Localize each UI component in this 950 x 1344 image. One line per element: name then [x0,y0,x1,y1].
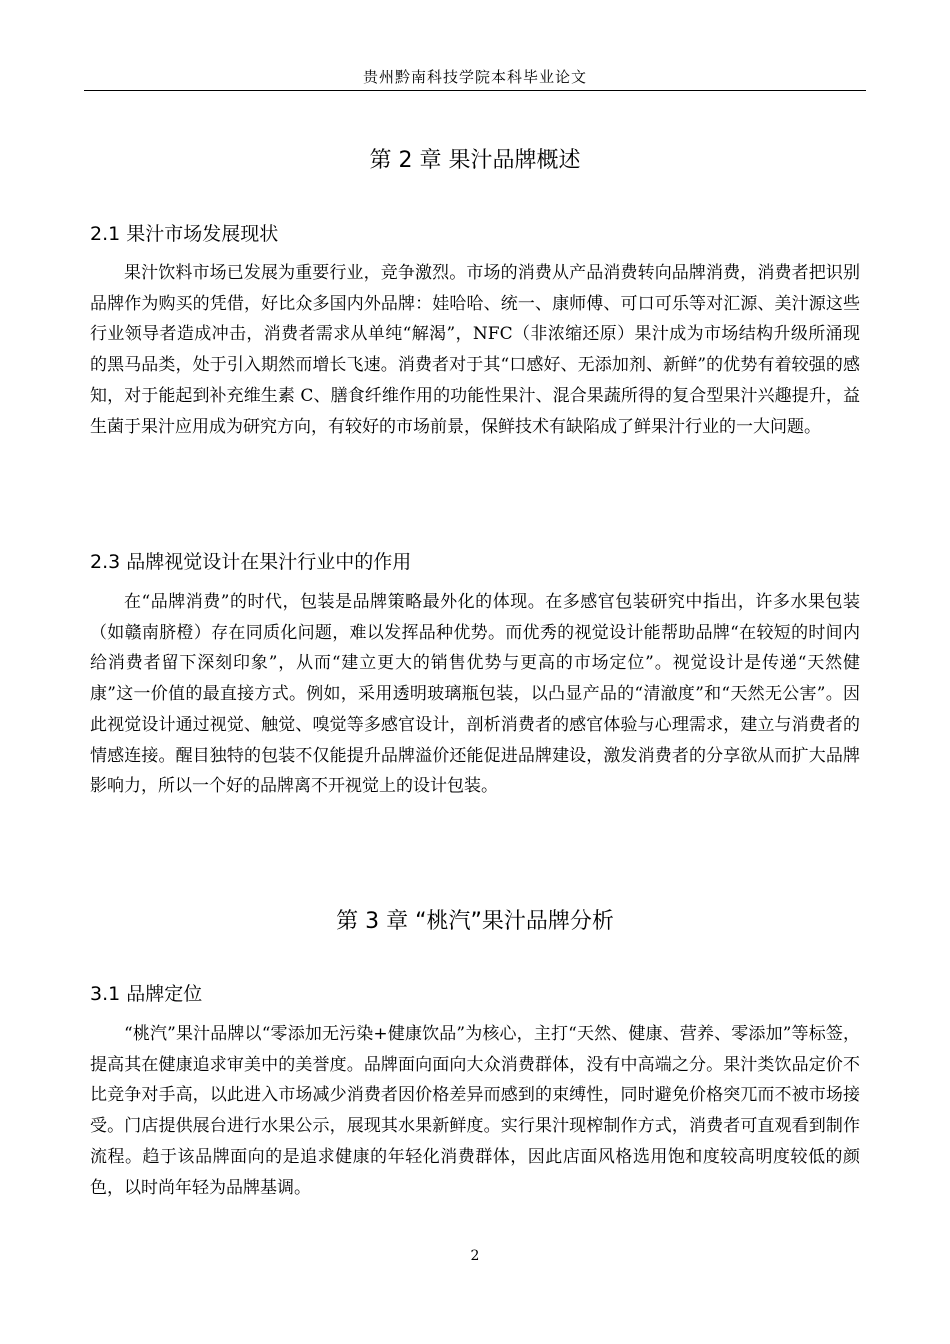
section-2-1-paragraph: 果汁饮料市场已发展为重要行业，竞争激烈。市场的消费从产品消费转向品牌消费，消费者把识别品牌作为购买的凭借，好比众多国内外品牌：娃哈哈、统一、康师傅、可口可乐等对汇源、美汁源这些行业领导者造成冲击，消费者需求从单纯“解渴”，NFC（非浓缩还原）果汁成为市场结构升级所涌现的黑马品类，处于引入期然而增长飞速。消费者对于其“口感好、无添加剂、新鲜”的优势有着较强的感知，对于能起到补充维生素 C、膳食纤维作用的功能性果汁、混合果蔬所得的复合型果汁兴趣提升，益生菌于果汁应用成为研究方向，有较好的市场前景，保鲜技术有缺陷成了鲜果汁行业的一大问题。 [90,263,860,437]
section-2-1-title: 2.1 果汁市场发展现状 [90,223,279,245]
section-2-3-title: 2.3 品牌视觉设计在果汁行业中的作用 [90,551,412,573]
chapter-2-title: 第 2 章 果汁品牌概述 [369,148,581,173]
section-3-1-paragraph: “桃汽”果汁品牌以“零添加无污染+健康饮品”为核心，主打“天然、健康、营养、零添加”等标签，提高其在健康追求审美中的美誉度。品牌面向面向大众消费群体，没有中高端之分。果汁类饮品定价不比竞争对手高，以此进入市场减少消费者因价格差异而感到的束缚性，同时避免价格突兀而不被市场接受。门店提供展台进行水果公示，展现其水果新鲜度。实行果汁现榨制作方式，消费者可直观看到制作流程。趋于该品牌面向的是追求健康的年轻化消费群体，因此店面风格选用饱和度较高明度较低的颜色，以时尚年轻为品牌基调。 [90,1024,860,1198]
section-3-1-title: 3.1 品牌定位 [90,983,203,1005]
section-2-3-paragraph: 在“品牌消费”的时代，包装是品牌策略最外化的体现。在多感官包装研究中指出，许多水果包装（如赣南脐橙）存在同质化问题，难以发挥品种优势。而优秀的视觉设计能帮助品牌“在较短的时间内给消费者留下深刻印象”，从而“建立更大的销售优势与更高的市场定位”。视觉设计是传递“天然健康”这一价值的最直接方式。例如，采用透明玻璃瓶包装，以凸显产品的“清澈度”和“天然无公害”。因此视觉设计通过视觉、触觉、嗅觉等多感官设计，剖析消费者的感官体验与心理需求，建立与消费者的情感连接。醒目独特的包装不仅能提升品牌溢价还能促进品牌建设，激发消费者的分享欲从而扩大品牌影响力，所以一个好的品牌离不开视觉上的设计包装。 [90,592,860,797]
running-header: 贵州黔南科技学院本科毕业论文 [84,66,866,91]
chapter-3-title: 第 3 章 “桃汽”果汁品牌分析 [336,909,614,934]
page-number: 2 [470,1248,480,1264]
